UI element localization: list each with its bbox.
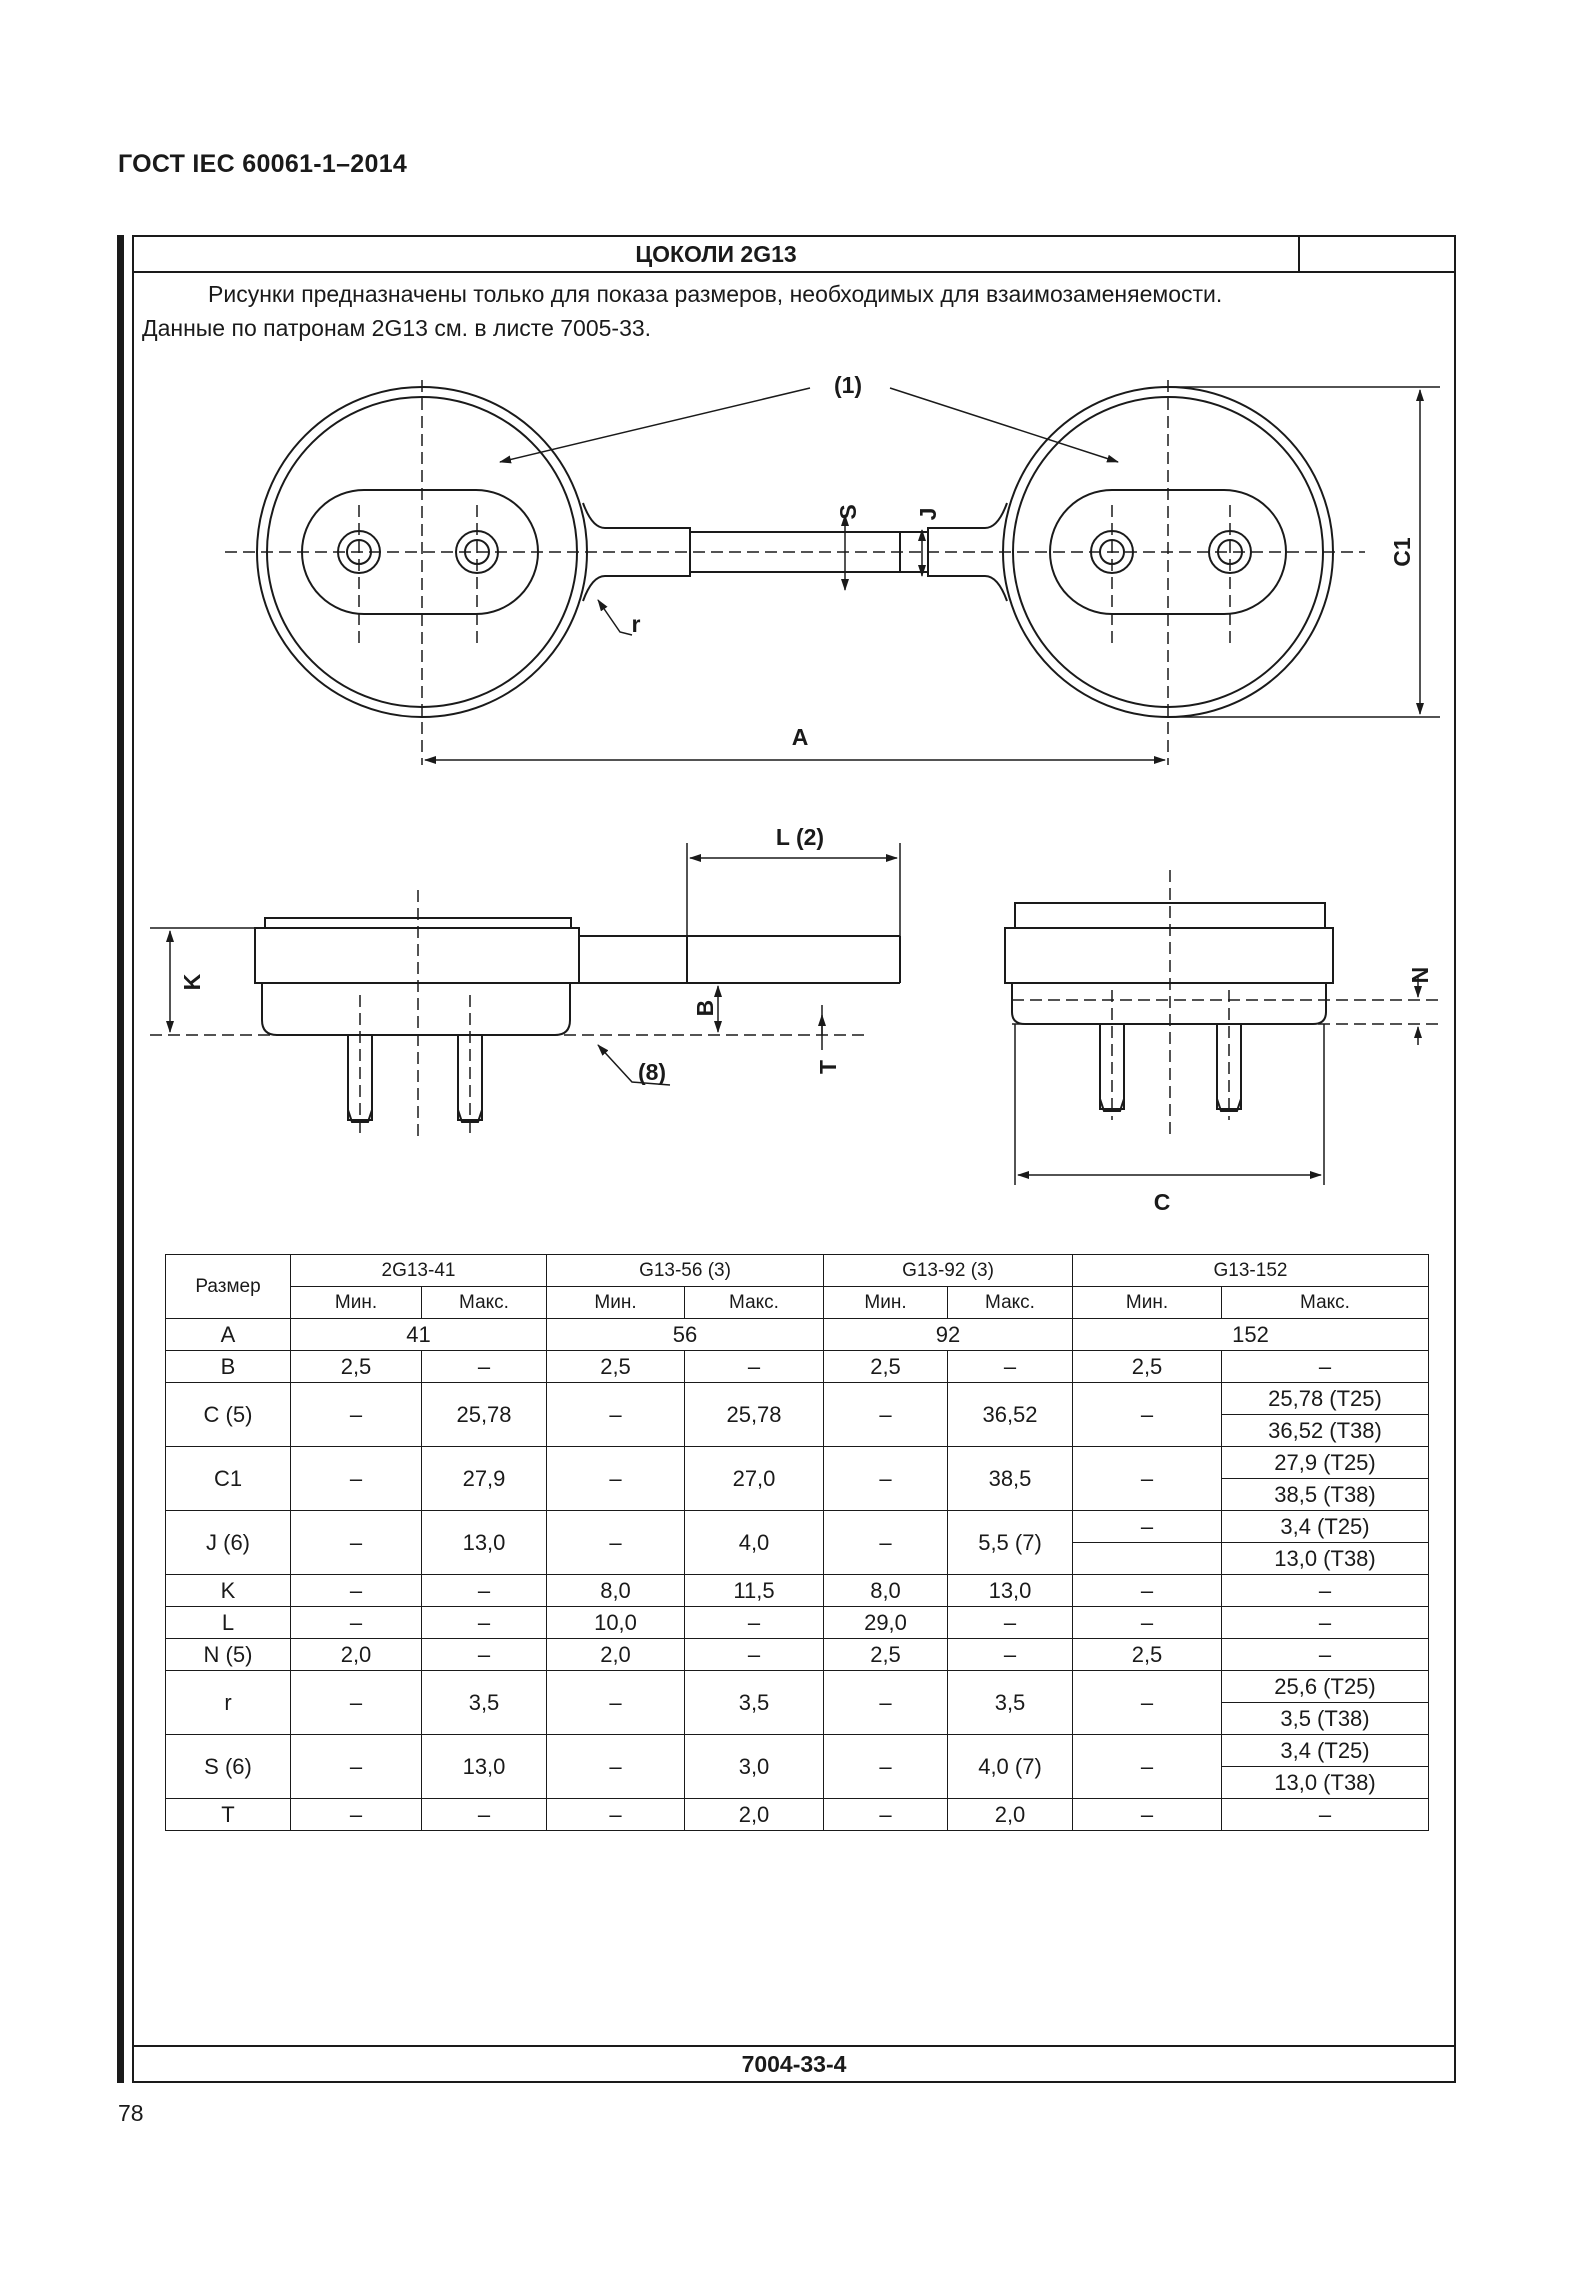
row-label: C1	[166, 1447, 291, 1511]
cell: 25,78 (T25)	[1222, 1383, 1429, 1415]
cell: 27,0	[685, 1447, 824, 1511]
min-header: Мин.	[1073, 1287, 1222, 1319]
note-line-1: Рисунки предназначены только для показа размеров, необходимых для взаимозаменяемости.	[208, 281, 1223, 307]
cell: –	[948, 1639, 1073, 1671]
cell: 41	[291, 1319, 547, 1351]
cell: 3,0	[685, 1735, 824, 1799]
group-header: G13-152	[1073, 1255, 1429, 1287]
row-label: K	[166, 1575, 291, 1607]
cell: –	[291, 1447, 422, 1511]
cell: 13,0 (T38)	[1222, 1767, 1429, 1799]
label-ref8: (8)	[637, 1059, 667, 1085]
table-row	[166, 1735, 1429, 1767]
cell: 2,5	[291, 1351, 422, 1383]
cell: –	[1073, 1511, 1222, 1543]
row-label: S (6)	[166, 1735, 291, 1799]
cell: –	[547, 1383, 685, 1447]
cell: –	[291, 1511, 422, 1575]
cell: –	[547, 1671, 685, 1735]
max-header: Макс.	[1222, 1287, 1429, 1319]
cell: 2,5	[1073, 1639, 1222, 1671]
cell: –	[1073, 1575, 1222, 1607]
cell: –	[422, 1575, 547, 1607]
cell: –	[547, 1511, 685, 1575]
row-label: r	[166, 1671, 291, 1735]
min-header: Мин.	[291, 1287, 422, 1319]
cell: 3,5	[685, 1671, 824, 1735]
cell: –	[291, 1607, 422, 1639]
label-ref1: (1)	[833, 372, 863, 398]
cell: –	[1073, 1671, 1222, 1735]
sheet-title: ЦОКОЛИ 2G13	[134, 237, 1300, 271]
dimensions-table	[165, 1254, 1429, 1831]
cell: –	[291, 1383, 422, 1447]
size-header: Размер	[166, 1255, 291, 1319]
table-row	[166, 1799, 1429, 1831]
cell: 4,0 (7)	[948, 1735, 1073, 1799]
row-label: A	[166, 1319, 291, 1351]
cell: –	[422, 1607, 547, 1639]
cell: 92	[824, 1319, 1073, 1351]
cell: –	[1222, 1639, 1429, 1671]
label-B: B	[692, 999, 718, 1017]
row-label: L	[166, 1607, 291, 1639]
cell: –	[1222, 1351, 1429, 1383]
cell: 25,78	[685, 1383, 824, 1447]
cell	[1073, 1543, 1222, 1575]
cell: 3,5 (T38)	[1222, 1703, 1429, 1735]
table-row	[166, 1447, 1429, 1479]
cell: 25,78	[422, 1383, 547, 1447]
row-label: N (5)	[166, 1639, 291, 1671]
label-C: C	[1153, 1189, 1171, 1215]
max-header: Макс.	[948, 1287, 1073, 1319]
cell: 2,0	[291, 1639, 422, 1671]
row-label: T	[166, 1799, 291, 1831]
cell: 152	[1073, 1319, 1429, 1351]
group-header: 2G13-41	[291, 1255, 547, 1287]
cell: 2,0	[547, 1639, 685, 1671]
label-J: J	[915, 507, 941, 521]
cell: 2,5	[824, 1639, 948, 1671]
row-label: B	[166, 1351, 291, 1383]
cell: 29,0	[824, 1607, 948, 1639]
cell: 27,9	[422, 1447, 547, 1511]
note-line-2: Данные по патронам 2G13 см. в листе 7005-33.	[142, 315, 652, 341]
cell: 3,5	[422, 1671, 547, 1735]
table-row	[166, 1575, 1429, 1607]
cell: 4,0	[685, 1511, 824, 1575]
label-S: S	[835, 504, 861, 520]
table-row	[166, 1319, 1429, 1351]
label-L: L (2)	[775, 824, 825, 850]
cell: 3,5	[948, 1671, 1073, 1735]
group-header: G13-92 (3)	[824, 1255, 1073, 1287]
sheet-number: 7004-33-4	[134, 2045, 1454, 2081]
label-K: K	[179, 973, 205, 991]
cell: 38,5	[948, 1447, 1073, 1511]
max-header: Макс.	[422, 1287, 547, 1319]
cell: 13,0	[422, 1511, 547, 1575]
cell: 2,5	[547, 1351, 685, 1383]
cell: 8,0	[824, 1575, 948, 1607]
cell: 36,52 (T38)	[1222, 1415, 1429, 1447]
cell: 38,5 (T38)	[1222, 1479, 1429, 1511]
cell: –	[824, 1671, 948, 1735]
min-header: Мин.	[547, 1287, 685, 1319]
cell: 27,9 (T25)	[1222, 1447, 1429, 1479]
cell: 25,6 (T25)	[1222, 1671, 1429, 1703]
cell: –	[1073, 1607, 1222, 1639]
label-T: T	[815, 1059, 841, 1075]
cell: –	[1222, 1799, 1429, 1831]
cell: –	[547, 1447, 685, 1511]
table-row	[166, 1639, 1429, 1671]
cell: –	[291, 1671, 422, 1735]
cell: 5,5 (7)	[948, 1511, 1073, 1575]
cell: –	[824, 1511, 948, 1575]
cell: –	[547, 1735, 685, 1799]
table-row	[166, 1511, 1429, 1543]
cell: –	[422, 1639, 547, 1671]
cell: 13,0 (T38)	[1222, 1543, 1429, 1575]
table-row	[166, 1383, 1429, 1415]
cell: –	[685, 1607, 824, 1639]
cell: –	[291, 1735, 422, 1799]
cell: 8,0	[547, 1575, 685, 1607]
cell: 2,0	[685, 1799, 824, 1831]
cell: –	[685, 1351, 824, 1383]
cell: 3,4 (T25)	[1222, 1735, 1429, 1767]
page-number: 78	[118, 2100, 144, 2126]
cell: 2,5	[824, 1351, 948, 1383]
cell: 2,5	[1073, 1351, 1222, 1383]
group-header: G13-56 (3)	[547, 1255, 824, 1287]
row-label: J (6)	[166, 1511, 291, 1575]
side-view-left	[255, 903, 1333, 1122]
cell: –	[824, 1735, 948, 1799]
label-r: r	[631, 611, 641, 637]
max-header: Макс.	[685, 1287, 824, 1319]
cell: –	[1073, 1447, 1222, 1511]
cell: –	[1222, 1575, 1429, 1607]
cell: –	[948, 1351, 1073, 1383]
cell: –	[824, 1447, 948, 1511]
min-header: Мин.	[824, 1287, 948, 1319]
cell: –	[948, 1607, 1073, 1639]
cell: –	[1222, 1607, 1429, 1639]
cell: –	[1073, 1735, 1222, 1799]
cell: –	[422, 1799, 547, 1831]
cell: –	[1073, 1383, 1222, 1447]
cell: 10,0	[547, 1607, 685, 1639]
cell: –	[685, 1639, 824, 1671]
cell: 11,5	[685, 1575, 824, 1607]
label-C1: C1	[1389, 537, 1415, 567]
cell: 36,52	[948, 1383, 1073, 1447]
table-row	[166, 1671, 1429, 1703]
cell: –	[547, 1799, 685, 1831]
cell: –	[291, 1575, 422, 1607]
cell: –	[291, 1799, 422, 1831]
cell: –	[824, 1383, 948, 1447]
cell: –	[422, 1351, 547, 1383]
label-A: A	[791, 724, 809, 750]
table-row	[166, 1351, 1429, 1383]
row-label: C (5)	[166, 1383, 291, 1447]
cell: –	[1073, 1799, 1222, 1831]
document-header: ГОСТ IEC 60061-1–2014	[118, 150, 408, 178]
cell: 56	[547, 1319, 824, 1351]
cell: 2,0	[948, 1799, 1073, 1831]
cell: 3,4 (T25)	[1222, 1511, 1429, 1543]
cell: 13,0	[948, 1575, 1073, 1607]
label-N: N	[1407, 966, 1433, 984]
cell: 13,0	[422, 1735, 547, 1799]
table-row	[166, 1607, 1429, 1639]
cell: –	[824, 1799, 948, 1831]
